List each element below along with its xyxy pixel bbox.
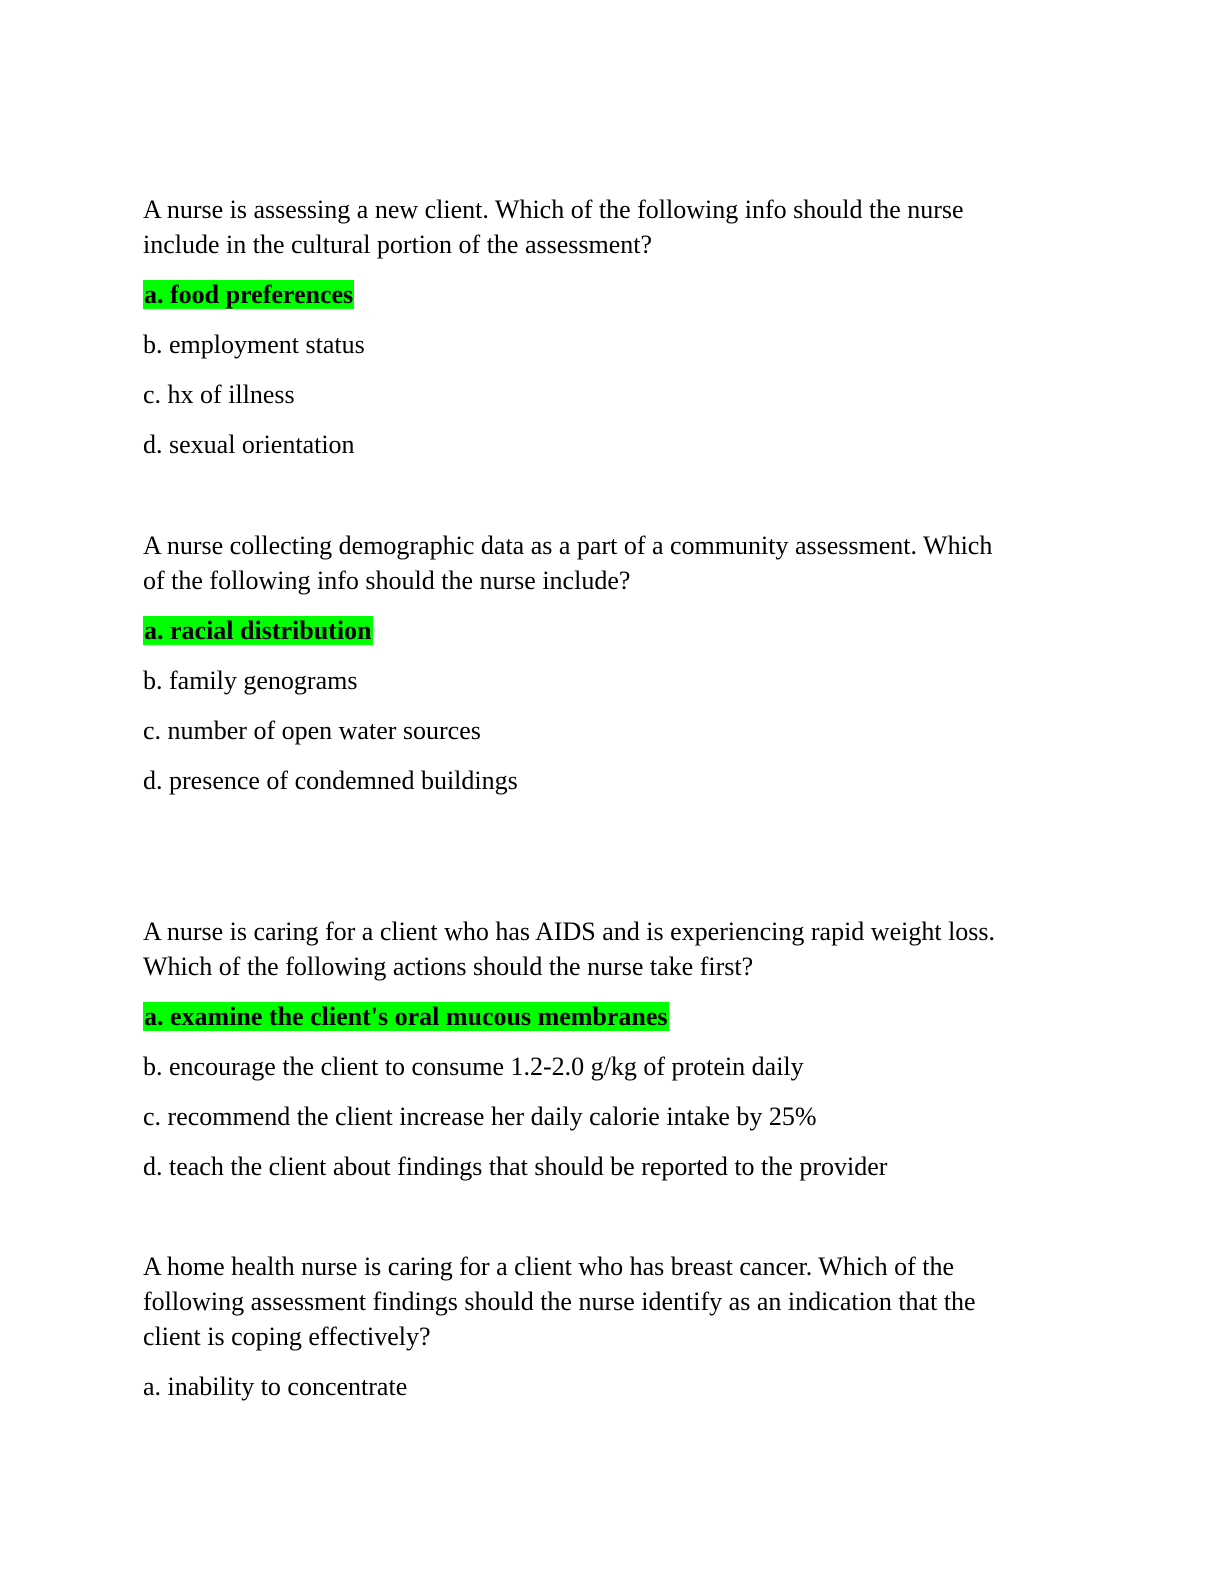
- correct-answer-highlight: a. racial distribution: [144, 616, 372, 645]
- question-3-option-d: d. teach the client about findings that should be reported to the provider: [143, 1152, 888, 1181]
- question-3-stem-line-2: Which of the following actions should the nurse take first?: [143, 952, 754, 981]
- question-3-option-a: [143, 1000, 669, 1034]
- question-2-option-d: d. presence of condemned buildings: [143, 766, 518, 795]
- question-3-option-c: c. recommend the client increase her daily calorie intake by 25%: [143, 1102, 817, 1131]
- question-2-option-c: c. number of open water sources: [143, 716, 481, 745]
- question-2-stem-line-1: A nurse collecting demographic data as a part of a community assessment. Which: [143, 531, 993, 560]
- correct-answer-highlight: a. food preferences: [144, 280, 354, 309]
- question-2-option-a: [143, 614, 373, 648]
- question-4-stem-line-1: A home health nurse is caring for a client who has breast cancer. Which of the: [143, 1252, 955, 1281]
- correct-answer-highlight: a. examine the client's oral mucous membranes: [144, 1002, 668, 1031]
- question-4-stem-line-2: following assessment findings should the nurse identify as an indication that the: [143, 1287, 976, 1316]
- question-3-stem-line-1: A nurse is caring for a client who has AIDS and is experiencing rapid weight loss.: [143, 917, 996, 946]
- question-1-option-c: c. hx of illness: [143, 380, 295, 409]
- question-1-option-a: [143, 278, 354, 312]
- question-3-option-b: b. encourage the client to consume 1.2-2.0 g/kg of protein daily: [143, 1052, 804, 1081]
- question-4-stem-line-3: client is coping effectively?: [143, 1322, 431, 1351]
- question-1-stem-line-1: A nurse is assessing a new client. Which of the following info should the nurse: [143, 195, 964, 224]
- question-2-stem-line-2: of the following info should the nurse include?: [143, 566, 631, 595]
- question-4-option-a: a. inability to concentrate: [143, 1372, 408, 1401]
- question-1-option-b: b. employment status: [143, 330, 365, 359]
- question-1-option-d: d. sexual orientation: [143, 430, 355, 459]
- question-1-stem-line-2: include in the cultural portion of the assessment?: [143, 230, 653, 259]
- question-2-option-b: b. family genograms: [143, 666, 358, 695]
